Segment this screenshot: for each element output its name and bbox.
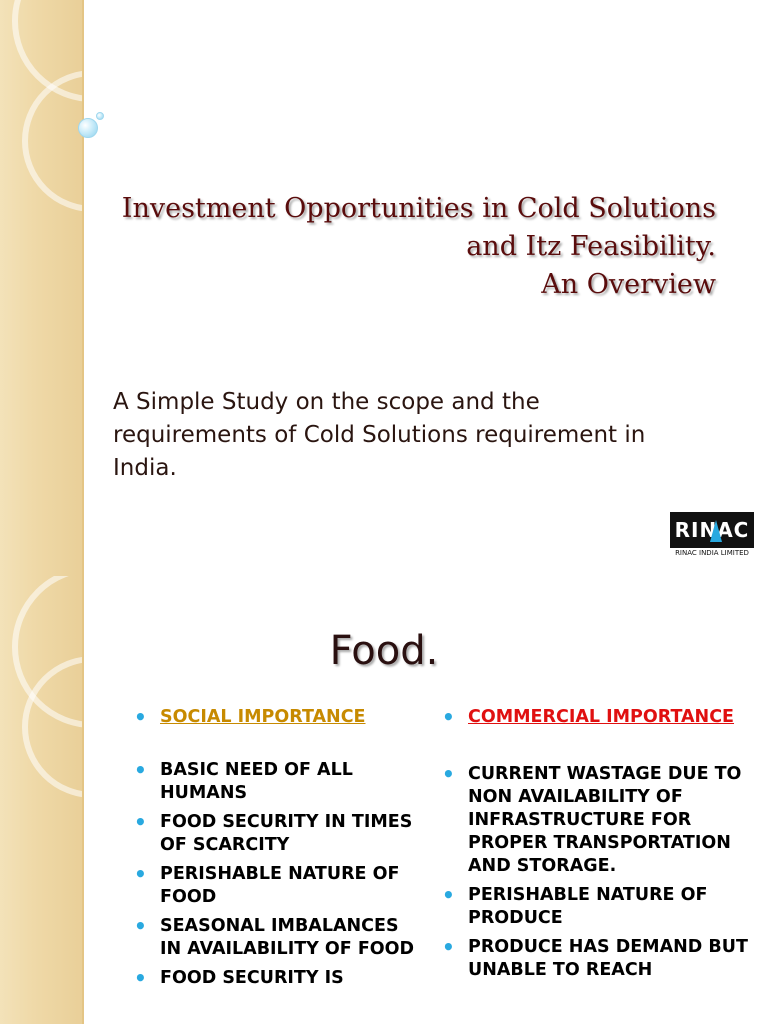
title-line: An Overview bbox=[541, 269, 716, 300]
logo-text: RINAC bbox=[674, 518, 750, 542]
slide-title bbox=[96, 190, 716, 304]
title-line: Investment Opportunities in Cold Solutions bbox=[121, 193, 716, 224]
slide-title: Food. bbox=[329, 628, 439, 674]
decorative-ring bbox=[22, 70, 84, 212]
list-item: • FOOD SECURITY IN TIMES OF SCARCITY bbox=[134, 811, 424, 857]
list-item: • CURRENT WASTAGE DUE TO NON AVAILABILITY OF INFRASTRUCTURE FOR PROPER TRANSPORTATION AND STORAGE. bbox=[442, 763, 762, 878]
list-item: • BASIC NEED OF ALL HUMANS bbox=[134, 759, 424, 805]
commercial-importance-column bbox=[442, 706, 762, 988]
social-importance-column bbox=[134, 706, 424, 996]
list-item: • FOOD SECURITY IS bbox=[134, 967, 424, 990]
rinac-logo bbox=[670, 512, 754, 560]
social-importance-heading: • SOCIAL IMPORTANCE bbox=[134, 706, 424, 729]
food-slide bbox=[0, 576, 768, 1024]
logo-triangle-icon bbox=[710, 520, 722, 542]
decorative-side-band bbox=[0, 0, 84, 576]
list-item: • PRODUCE HAS DEMAND BUT UNABLE TO REACH bbox=[442, 936, 762, 982]
bubble-icon bbox=[78, 118, 98, 138]
logo-caption: RINAC INDIA LIMITED bbox=[675, 549, 749, 557]
title-line: and Itz Feasibility. bbox=[466, 231, 716, 262]
commercial-importance-heading: • COMMERCIAL IMPORTANCE bbox=[442, 706, 762, 729]
list-item: • SEASONAL IMBALANCES IN AVAILABILITY OF FOOD bbox=[134, 915, 424, 961]
list-item: • PERISHABLE NATURE OF PRODUCE bbox=[442, 884, 762, 930]
slide-subtitle: A Simple Study on the scope and the requirements of Cold Solutions requirement in India. bbox=[113, 389, 646, 481]
bubble-icon bbox=[96, 112, 104, 120]
list-item: • PERISHABLE NATURE OF FOOD bbox=[134, 863, 424, 909]
